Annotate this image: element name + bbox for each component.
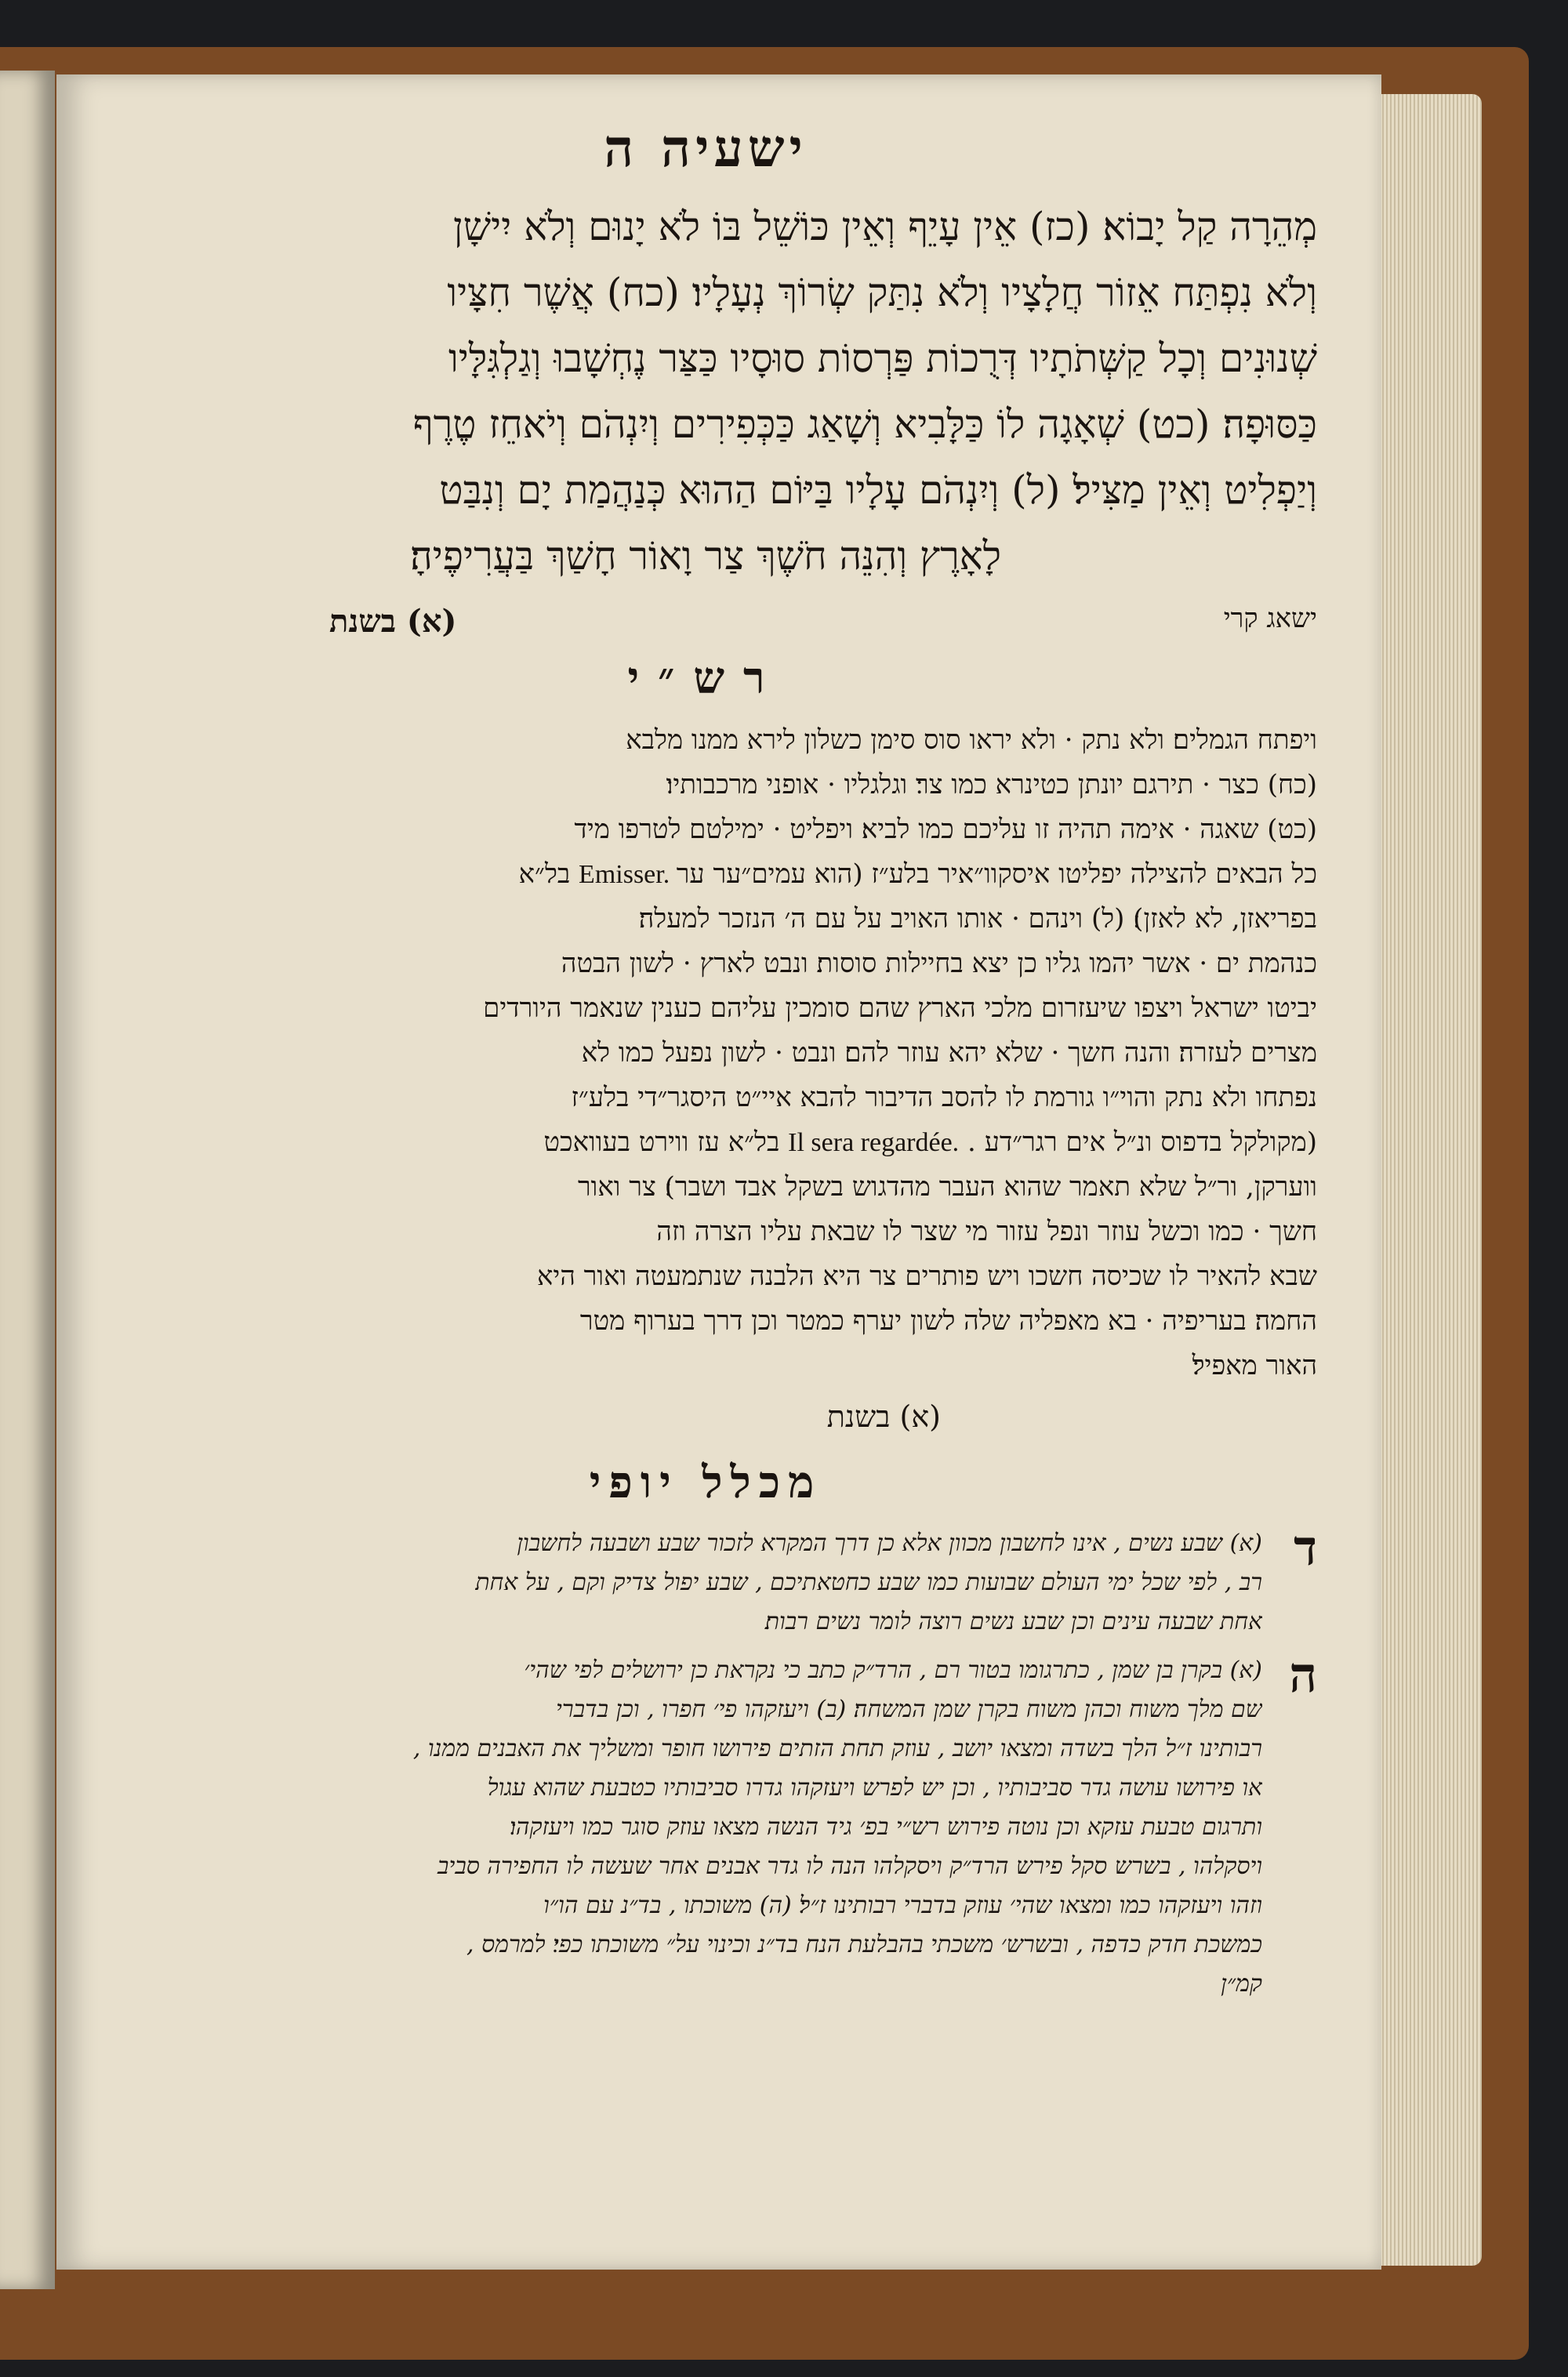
- rashi-line: החמה׃ בעריפיה · בא מאפליה שלה לשון יערף כמטר וכן דרך בערוף מטר: [579, 1305, 1317, 1337]
- mikhlal-line: כמשכת חדק כדפה , ובשרש׳ משכתי בהבלעת הנח בד״נ וכינוי על״ משוכתו כפי׃ למרמס ,: [466, 1931, 1262, 1958]
- qere-note: ישאג קרי: [1223, 603, 1317, 634]
- mikhlal-line: רבותינו ז״ל הלך בשדה ומצאו יושב , עוזק תחת הזתים פירושו חופר ומשליך את האבנים ממנו ,: [412, 1735, 1262, 1762]
- rashi-line: האור מאפיל׃: [1192, 1350, 1317, 1381]
- rashi-line: בפריאזן, לא לאזן)׃ (ל) וינהם · אותו האויב על עם ה׳ הנזכר למעלה׃: [638, 903, 1317, 934]
- mikhlal-line: שם מלך משוח וכהן משוח בקרן שמן המשחה׃ (ב) ויעזקהו פי׳ חפרו , וכן בדברי: [556, 1696, 1262, 1723]
- rashi-line: ויפתח הגמלים׃ ולא נתק · ולא יראו סוס סימן כשלון לירא ממנו מלבא: [626, 724, 1317, 756]
- latin-gloss: Emisser. ער: [579, 860, 705, 889]
- note-reference: (א) בשנת: [329, 603, 457, 640]
- running-head: ישעיה ה: [604, 118, 808, 179]
- mikhlal-line: ויסקלהו , בשרש סקל פירש הרד״ק ויסקלהו הנה לו גדר אבנים אחר שעשה לו החפירה סביב: [437, 1853, 1262, 1880]
- mikhlal-line: קמ״ן: [1221, 1970, 1262, 1998]
- mikhlal-line: אחת שבעה עינים וכן שבע נשים רוצה לומר נשים רבות׃: [764, 1608, 1262, 1635]
- rashi-line-with-latin: [94, 852, 1317, 897]
- mikhlal-text: [475, 1524, 1262, 1642]
- rashi-line: (כח) כצר · תירגם יונתן כטינרא כמו צר׃ וגלגליו · אופני מרכבותיו׃: [666, 769, 1317, 800]
- mikhlal-text: [413, 1651, 1262, 2004]
- marginal-notes: [94, 603, 1317, 640]
- verse-line: כַּסּוּפָה׃ (כט) שְׁאָגָה לוֹ כַּלָּבִיא וְשָׁאַג כַּכְּפִירִים וְיִנְהֹם וְיֹאחֵז טֶרֶף: [412, 401, 1317, 447]
- verse-line-last: לָאָרֶץ וְהִנֵּה חֹשֶׁךְ צַר וָאוֹר חָשַׁךְ בַּעֲרִיפֶיהָ׃: [409, 533, 1002, 579]
- latin-gloss-tail: בל״א עז ווירט בעוואכט: [543, 1127, 780, 1158]
- rashi-line: כנהמת ים · אשר יהמו גליו כן יצא בחיילות סוסות׃ ונבט לארץ · לשון הבטה: [561, 948, 1317, 979]
- rashi-line: מצרים לעזרה׃ והנה חשך · שלא יהא עוזר להם׃ ונבט · לשון נפעל כמו לא: [581, 1037, 1317, 1069]
- mikhlal-line: רב , לפי שכל ימי העולם שבועות כמו שבע כחטאתיכם , שבע יפול צדיק וקם , על אחת: [475, 1569, 1262, 1596]
- mikhlal-yofi-title: מכלל יופי: [589, 1457, 822, 1508]
- page-content: [94, 118, 1317, 2013]
- chapter-letter: ד: [1294, 1519, 1317, 1577]
- rashi-line-text: כל הבאים להצילה יפליטו איסקוו״איר בלע״ז (הוא עמים״ער: [713, 858, 1317, 890]
- rashi-title: רש״י: [627, 652, 784, 704]
- rashi-line: נפתחו ולא נתק והוי״ו גורמת לו להסב הדיבור להבא איי״ט היסגר״די בלע״ז: [571, 1082, 1317, 1113]
- scripture-text: [94, 194, 1317, 589]
- mikhlal-entry: [94, 1519, 1317, 1642]
- rashi-footnote: (א) בשנת: [826, 1399, 941, 1434]
- rashi-line: חשך · כמו וכשל עוזר ונפל עזור מי שצר לו שבאת עליו הצרה וזה: [656, 1216, 1317, 1247]
- verse-line: וְיַפְלִיט וְאֵין מַצִּיל׃ (ל) וְיִנְהֹם עָלָיו בַּיּוֹם הַהוּא כְּנַהֲמַת יָם וְנִבַּט: [439, 467, 1317, 513]
- verse-line: מְהֵרָה קַל יָבוֹא׃ (כז) אֵין עָיֵף וְאֵין כּוֹשֵׁל בּוֹ לֹא יָנוּם וְלֹא יִישָׁן: [452, 204, 1317, 249]
- rashi-line: (כט) שאגה · אימה תהיה זו עליכם כמו לביא׃ ויפליט · ימילטם לטרפו מיד: [574, 814, 1317, 845]
- latin-gloss-tail: בל״א: [518, 858, 571, 890]
- mikhlal-line: (א) שבע נשים , אינו לחשבון מכוון אלא כן דרך המקרא לזכור שבע ושבעה לחשבון: [517, 1530, 1262, 1557]
- page-block-edge: [1380, 94, 1482, 2266]
- mikhlal-line: או פירושו עושה גדר סביבותיו , וכן יש לפרש ויעזקהו גדרו סביבותיו כטבעת שהוא עגול: [487, 1774, 1262, 1802]
- rashi-line: ווערקן, ור״ל שלא תאמר שהוא העבר מהדגוש בשקל אבד ושבר)׃ צר ואור: [577, 1171, 1317, 1203]
- rashi-line: שבא להאיר לו שכיסה חשכו ויש פותרים צר היא הלבנה שנתמעטה ואור היא: [537, 1261, 1317, 1292]
- rashi-line: יביטו ישראל ויצפו שיעזרום מלכי הארץ שהם סומכין עליהם כענין שנאמר היורדים: [483, 993, 1317, 1024]
- rashi-line-text: (מקולקל בדפוס ונ״ל אים רגר״דע .: [967, 1127, 1317, 1158]
- mikhlal-line: ותרגום טבעת עזקא וכן נוטה פירוש רש״י בפ׳ גיד הנשה מצאו עוזק סוגר כמו ויעזקהו׃: [510, 1813, 1262, 1841]
- chapter-letter: ה: [1289, 1646, 1317, 1704]
- mikhlal-line: (א) בקרן בן שמן , כתרגומו בטור רם , הרד״ק כתב כי נקראת כן ירושלים לפי שהי׳: [524, 1657, 1262, 1684]
- facing-page-edge: [0, 71, 55, 2289]
- verse-line: שְׁנוּנִים וְכָל קַשְּׁתֹתָיו דְּרֻכוֹת פַּרְסוֹת סוּסָיו כַּצַּר נֶחְשָׁבוּ וְגַלְגִּלָּיו: [448, 336, 1317, 381]
- latin-gloss: Il sera regardée.: [788, 1128, 960, 1157]
- mikhlal-entry: [94, 1646, 1317, 2004]
- verse-line: וְלֹא נִפְתַּח אֵזוֹר חֲלָצָיו וְלֹא נִתַּק שְׂרוֹךְ נְעָלָיו׃ (כח) אֲשֶׁר חִצָּיו: [447, 270, 1317, 315]
- rashi-line-with-latin: [94, 1120, 1317, 1165]
- rashi-commentary: [94, 718, 1317, 1388]
- mikhlal-line: וזהו ויעזקהו כמו ומצאו שהי׳ עוזק בדברי רבותינו ז״ל׃ (ה) משוכתו , בד״נ עם הו״ו: [543, 1892, 1262, 1919]
